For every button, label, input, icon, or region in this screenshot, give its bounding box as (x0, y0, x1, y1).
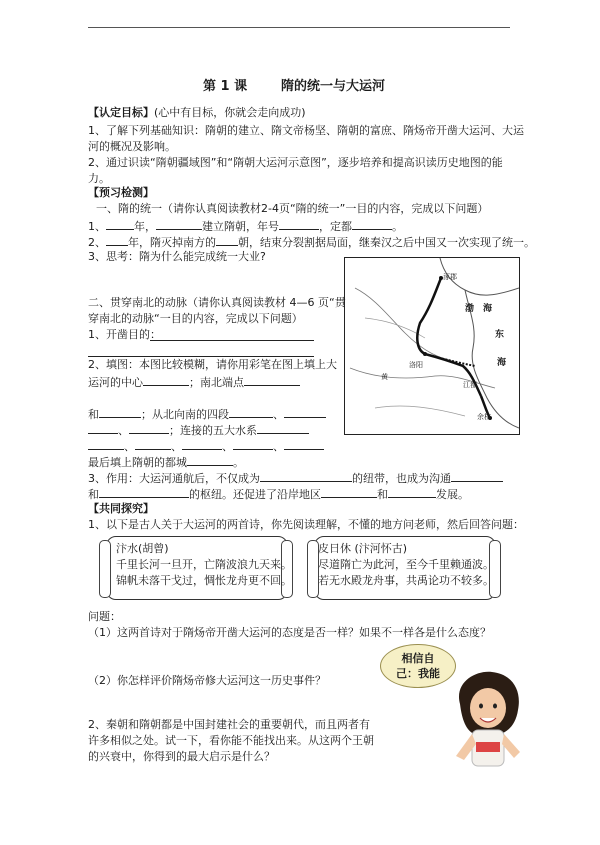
goal-line: 2、通过识读“隋朝疆域图”和“隋朝大运河示意图”，逐步培养和提高识读历史地图的能 (88, 156, 503, 169)
question-attitude: （1）这两首诗对于隋炀帝开凿大运河的态度是否一样？如果不一样各是什么态度？ (88, 626, 491, 639)
goal-line: 1、了解下列基础知识：隋朝的建立、隋文帝杨坚、隋朝的富庶、隋炀帝开凿大运河、大运 (88, 124, 524, 137)
part-one-intro: 一、隋的统一（请你认真阅读教材2-4页“隋的统一”一目的内容，完成以下问题） (96, 202, 489, 215)
q6-text: 发展。 (436, 488, 469, 501)
q2-prefix: 2、 (88, 236, 106, 249)
question-fill-map (88, 422, 309, 438)
answer-blank[interactable] (284, 438, 324, 450)
q5-text: 、 (171, 440, 182, 453)
q5-text: 、 (124, 440, 135, 453)
question-evaluate: （2）你怎样评价隋炀帝修大运河这一历史事件？ (88, 674, 326, 687)
question-purpose: 1、开凿目的： (88, 328, 161, 341)
question-fill-map (88, 438, 324, 454)
scroll-edge (99, 540, 111, 598)
answer-blank[interactable] (88, 422, 118, 434)
answer-blank[interactable] (216, 234, 238, 246)
map-label-huang: 黄 (381, 373, 388, 381)
q1-prefix: 1、 (88, 220, 106, 233)
answer-blank[interactable] (156, 218, 202, 230)
answer-blank[interactable] (187, 454, 233, 466)
q2-text: 朝，结束分裂割据局面，继秦汉之后中国又一次实现了统一。 (238, 236, 535, 249)
answer-blank[interactable] (129, 422, 169, 434)
answer-blank[interactable] (182, 438, 222, 450)
section-preview-heading: 【预习检测】 (88, 186, 154, 199)
answer-blank[interactable] (106, 218, 134, 230)
answer-blank[interactable] (88, 438, 124, 450)
bubble-text: 己：我能 (396, 667, 440, 680)
poem1-title: 汴水(胡曾) (116, 542, 169, 555)
question-1 (88, 218, 403, 234)
map-drawing (345, 258, 519, 434)
answer-blank[interactable] (244, 374, 300, 386)
q5-text: 、 (273, 408, 284, 421)
page-title: 隋的统一与大运河 (281, 79, 386, 94)
q1-text: ，定都 (319, 220, 352, 233)
q5-text: 和 (88, 408, 99, 421)
answer-blank[interactable] (257, 422, 309, 434)
q5-text: ；连接的五大水系 (169, 424, 257, 437)
q6-text: 和 (377, 488, 388, 501)
q6-text: 的枢纽。还促进了沿岸地区 (189, 488, 321, 501)
answer-blank[interactable] (279, 218, 319, 230)
question-function (88, 486, 469, 502)
answer-blank[interactable] (352, 218, 392, 230)
bubble-text: 相信自 (401, 652, 435, 665)
q6-text: 和 (88, 488, 99, 501)
poem1-line: 千里长河一旦开，亡隋波浪九天来。 (116, 558, 292, 571)
answer-line[interactable] (150, 340, 314, 341)
section-goals-heading: 【认定目标】 (88, 106, 154, 119)
goal-line: 力。 (88, 172, 110, 185)
answer-blank[interactable] (260, 470, 352, 482)
question-qin-sui: 的兴衰中，你得到的最大启示是什么？ (88, 750, 275, 763)
q2-text: 年，隋灭掉南方的 (128, 236, 216, 249)
map-label-luoyang: 洛阳 (409, 361, 423, 369)
top-rule (88, 27, 510, 28)
answer-blank[interactable] (321, 486, 377, 498)
lesson-number: 第 1 课 (203, 79, 248, 94)
section-goals-note: (心中有目标，你就会走向成功) (154, 106, 306, 119)
question-fill-map: 2、填图：本图比较模糊，请你用彩笔在图上填上大 (88, 358, 337, 371)
q1-text: 年， (134, 220, 156, 233)
map-label-jiangdu: 江都 (463, 381, 477, 389)
q6-text: 3、作用：大运河通航后，不仅成为 (88, 472, 260, 485)
grand-canal-map (344, 257, 520, 435)
question-qin-sui: 许多相似之处。试一下，看你能不能找出来。从这两个王朝 (88, 734, 374, 747)
map-label-east: 东 (495, 330, 505, 340)
answer-line[interactable] (88, 356, 314, 357)
explore-intro: 1、以下是古人关于大运河的两首诗，你先阅读理解，不懂的地方问老师，然后回答问题： (88, 518, 524, 531)
part-two-intro: 二、贯穿南北的动脉（请你认真阅读教材 4—6 页“贯 (88, 296, 346, 309)
answer-blank[interactable] (143, 374, 189, 386)
section-explore-heading: 【共同探究】 (88, 502, 154, 515)
q1-text: 建立隋朝，年号 (202, 220, 279, 233)
map-label-sea: 海 (497, 358, 507, 368)
question-fill-map (88, 454, 244, 470)
question-3: 3、思考：隋为什么能完成统一大业? (88, 250, 266, 263)
poem2-title: 皮日休 (汴河怀古) (318, 542, 408, 555)
answer-blank[interactable] (99, 406, 141, 418)
question-fill-map (88, 374, 300, 390)
q5-text: 、 (222, 440, 233, 453)
map-label-yuhang: 余杭 (477, 413, 491, 421)
girl-illustration (426, 664, 536, 774)
question-function (88, 470, 503, 486)
section-goals (88, 106, 306, 120)
map-label-bohai: 渤 海 (465, 304, 493, 314)
poem2-line: 尽道隋亡为此河，至今千里赖通波。 (318, 558, 494, 571)
answer-blank[interactable] (229, 406, 273, 418)
question-qin-sui: 2、秦朝和隋朝都是中国封建社会的重要朝代，而且两者有 (88, 718, 370, 731)
q5-text: 运河的中心 (88, 376, 143, 389)
question-2 (88, 234, 535, 250)
q6-text: 的纽带，也成为沟通 (352, 472, 451, 485)
q5-text: 。 (233, 456, 244, 469)
answer-blank[interactable] (284, 406, 326, 418)
answer-blank[interactable] (106, 234, 128, 246)
q5-text: 最后填上隋朝的都城 (88, 456, 187, 469)
q5-text: 、 (273, 440, 284, 453)
poem2-line: 若无水殿龙舟事，共禹论功不较多。 (318, 574, 494, 587)
answer-blank[interactable] (388, 486, 436, 498)
questions-label: 问题： (88, 610, 121, 623)
question-fill-map (88, 406, 326, 422)
part-two-intro: 穿南北的动脉“一目的内容，完成以下问题） (88, 312, 303, 325)
poem1-line: 锦帆未落干戈过，惆怅龙舟更不回。 (116, 574, 292, 587)
answer-blank[interactable] (99, 486, 189, 498)
q1-text: 。 (392, 220, 403, 233)
goal-line: 河的概况及影响。 (88, 140, 176, 153)
q5-text: ；从北向南的四段 (141, 408, 229, 421)
q5-text: 、 (118, 424, 129, 437)
q5-text: ；南北端点 (189, 376, 244, 389)
answer-blank[interactable] (233, 438, 273, 450)
answer-blank[interactable] (451, 470, 503, 482)
answer-blank[interactable] (135, 438, 171, 450)
map-label-zhuojun: 涿郡 (443, 273, 457, 281)
